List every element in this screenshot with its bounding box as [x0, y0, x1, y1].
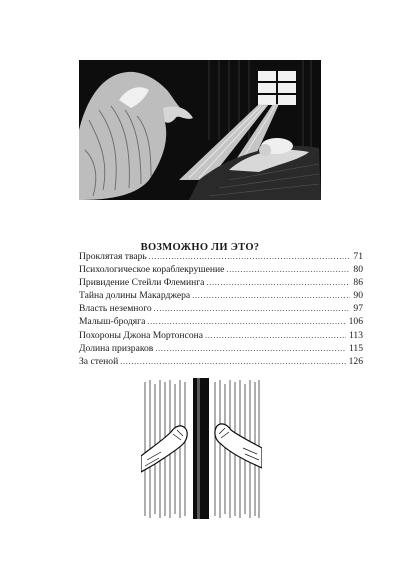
window-shape — [257, 70, 297, 106]
toc-dot-leader — [147, 315, 345, 328]
toc-entry-page: 106 — [348, 316, 363, 328]
toc-entry-page: 86 — [353, 277, 363, 289]
ghost-bedside-illustration — [79, 60, 321, 200]
toc-entry-page: 97 — [353, 303, 363, 315]
toc-entry — [79, 276, 363, 289]
toc-entry-page: 126 — [348, 355, 363, 367]
toc-dot-leader — [154, 302, 351, 315]
toc-entry-title: Власть неземного — [79, 303, 152, 315]
toc-entry-title: Проклятая тварь — [79, 251, 147, 262]
toc-entry-title: Привидение Стейли Флеминга — [79, 277, 205, 289]
toc-dot-leader — [226, 263, 350, 276]
toc-dot-leader — [120, 355, 345, 368]
toc-entry-page: 90 — [353, 290, 363, 302]
toc-dot-leader — [149, 250, 351, 263]
toc-entry — [79, 263, 363, 276]
toc-entry — [79, 329, 363, 342]
toc-entry — [79, 355, 363, 368]
toc-entry-page: 113 — [348, 329, 363, 341]
fists-on-wall-illustration — [141, 378, 262, 519]
toc-entry-page: 80 — [353, 264, 363, 276]
toc-entry-page: 71 — [353, 251, 363, 262]
toc-entry — [79, 302, 363, 315]
toc-dot-leader — [192, 289, 350, 302]
toc-entry — [79, 250, 363, 263]
toc-entry-title: За стеной — [79, 355, 119, 367]
toc-entry — [79, 315, 363, 328]
toc-entry-title: Долина призраков — [79, 342, 154, 354]
toc-entry-title: Малыш-бродяга — [79, 316, 146, 328]
section-title: ВОЗМОЖНО ЛИ ЭТО? — [140, 241, 260, 253]
toc-dot-leader — [205, 329, 346, 342]
toc-entry-title: Психологическое кораблекрушение — [79, 264, 225, 276]
toc-dot-leader — [155, 342, 346, 355]
toc-entry — [79, 342, 363, 355]
toc-entry-page: 115 — [348, 342, 363, 354]
toc-entry — [79, 289, 363, 302]
table-of-contents — [79, 250, 363, 368]
toc-dot-leader — [206, 276, 350, 289]
toc-entry-title: Тайна долины Макарджера — [79, 290, 191, 302]
toc-entry-title: Похороны Джона Мортонсона — [79, 329, 204, 341]
